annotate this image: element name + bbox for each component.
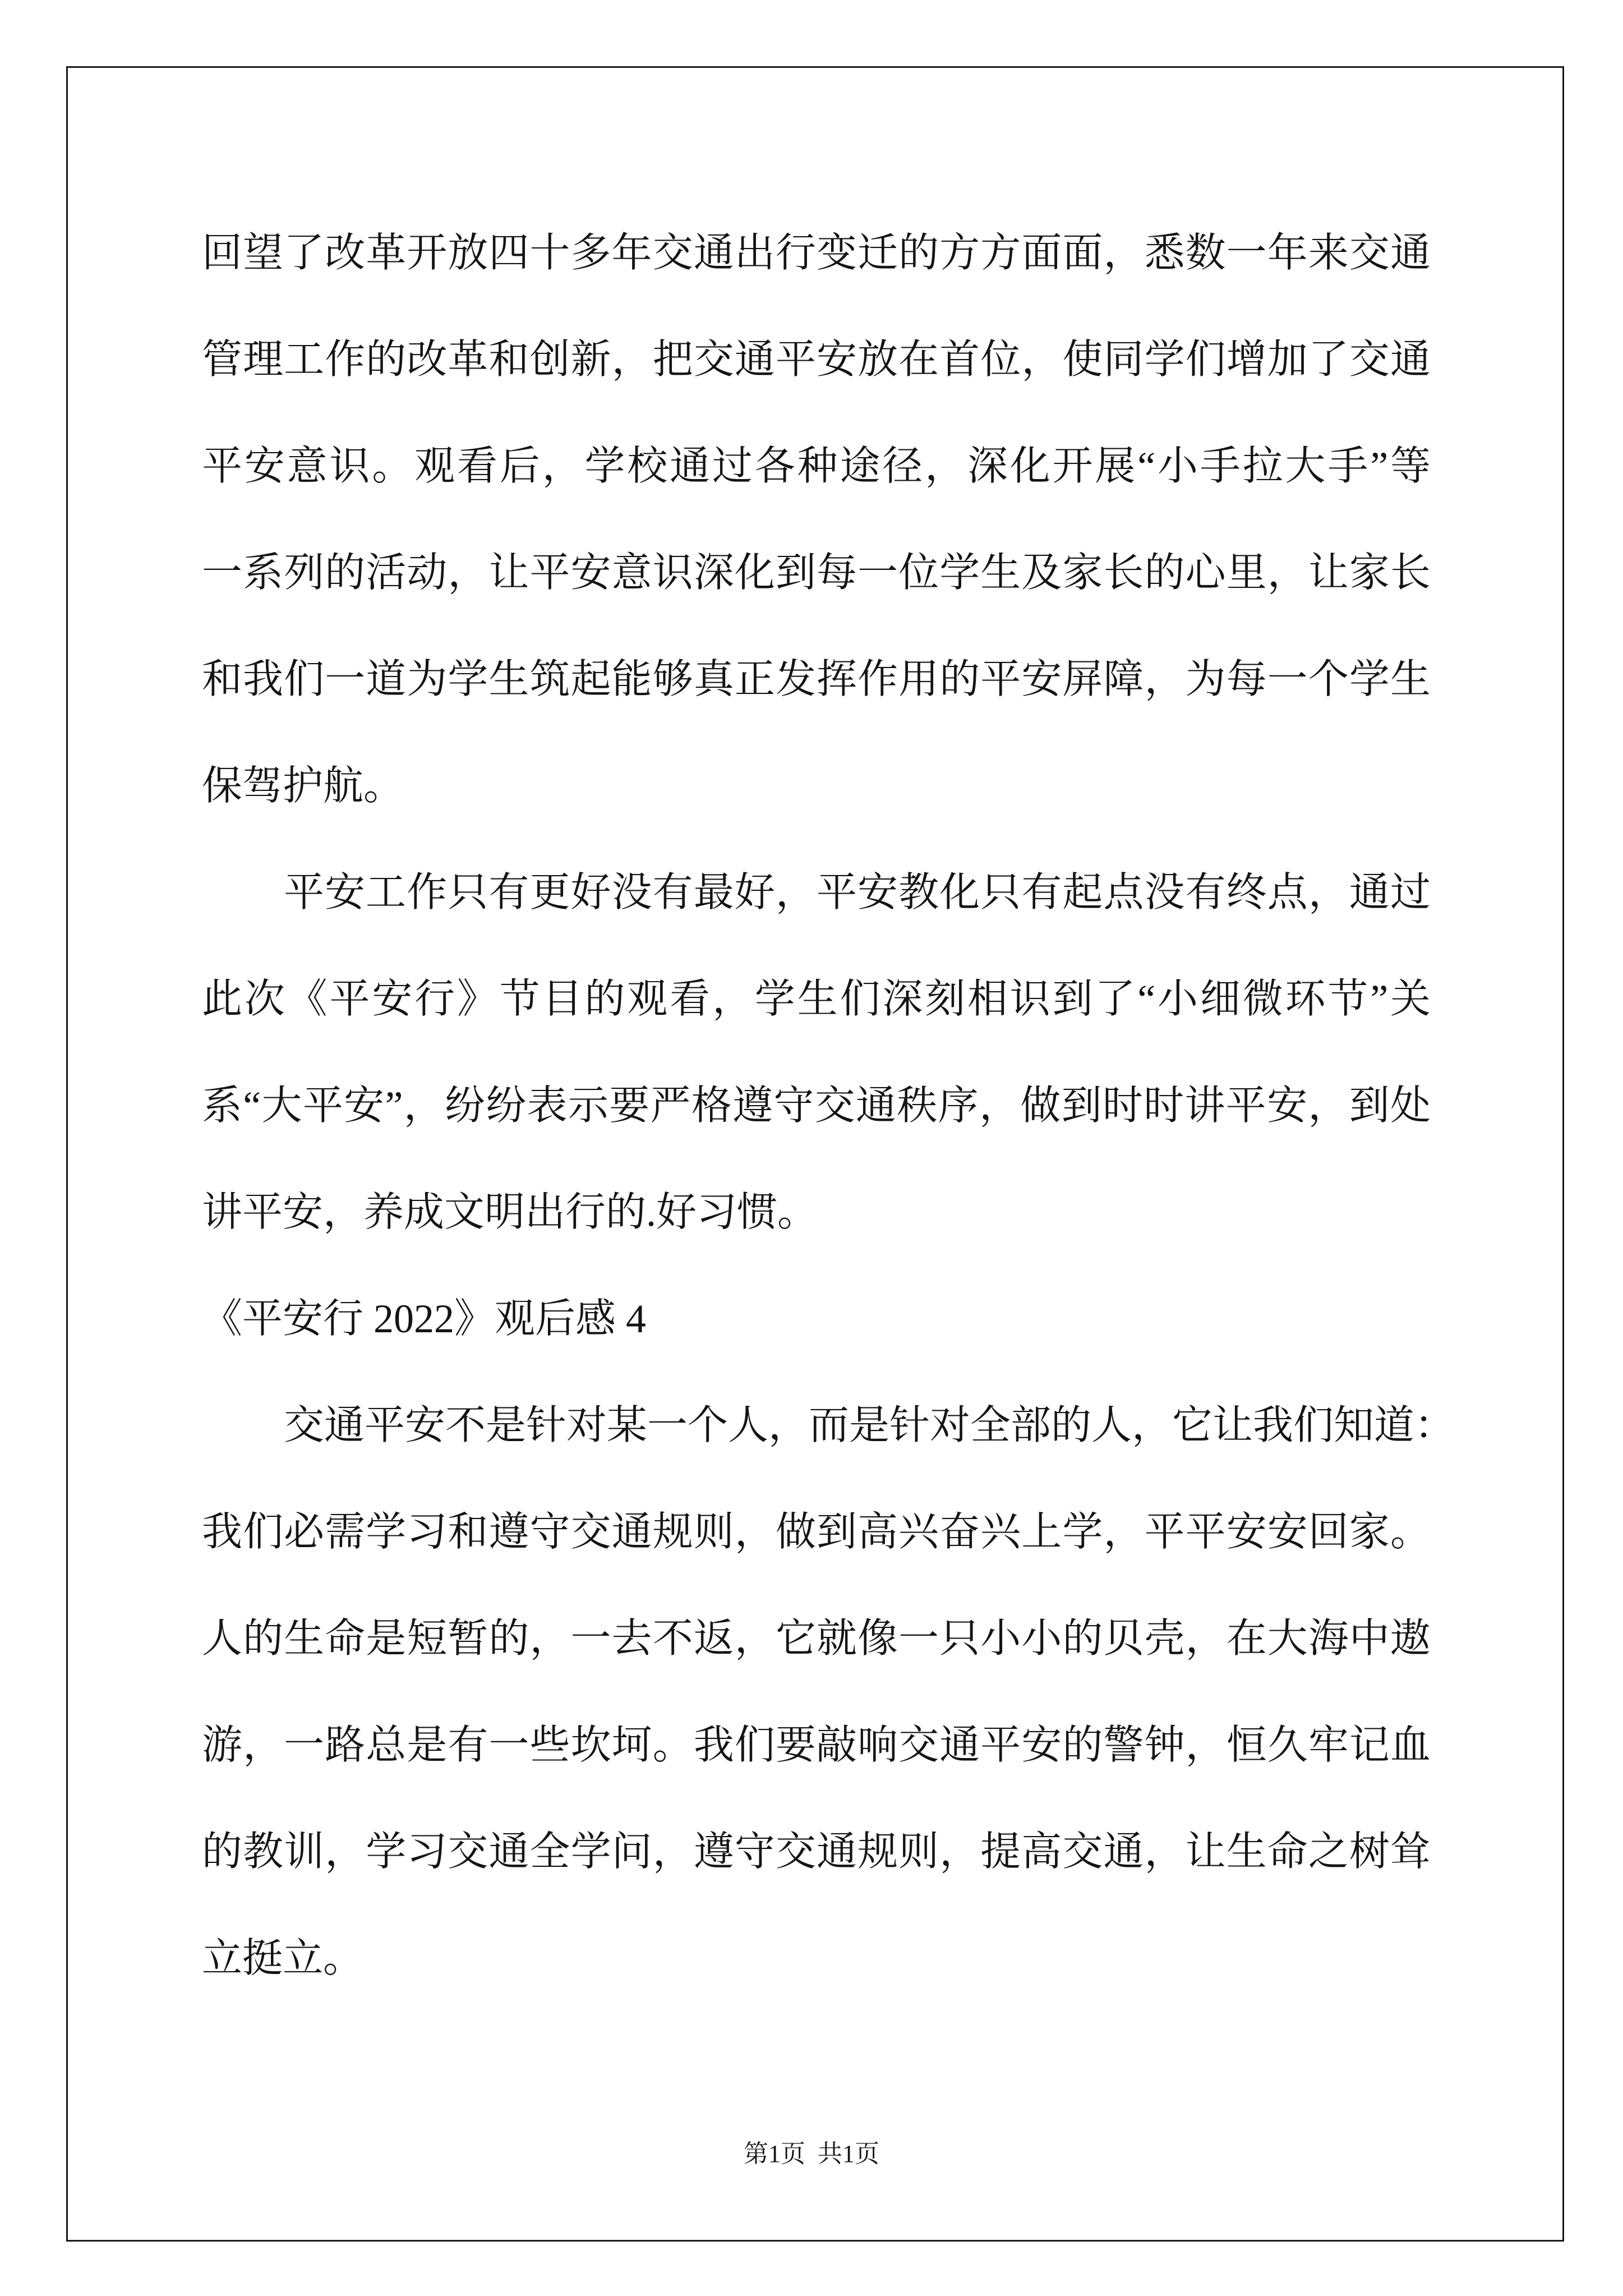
- text-line: 游，一路总是有一些坎坷。我们要敲响交通平安的警钟，恒久牢记血: [202, 1723, 1431, 1768]
- text-line: 管理工作的改革和创新，把交通平安放在首位，使同学们增加了交通: [202, 337, 1431, 382]
- paragraph: [202, 1372, 1455, 2012]
- text-line: 回望了改革开放四十多年交通出行变迁的方方面面，悉数一年来交通: [202, 231, 1431, 275]
- text-line: 讲平安，养成文明出行的.好习惯。: [202, 1190, 818, 1235]
- text-line: 的教训，学习交通全学问，遵守交通规则，提高交通，让生命之树耸: [202, 1829, 1431, 1874]
- text-line: 立挺立。: [202, 1936, 364, 1981]
- text-line: 交通平安不是针对某一个人，而是针对全部的人，它让我们知道：: [284, 1403, 1455, 1448]
- text-line: 我们必需学习和遵守交通规则，做到高兴奋兴上学，平平安安回家。: [202, 1510, 1431, 1554]
- paragraph: [202, 839, 1431, 1266]
- paragraph: [202, 200, 1431, 839]
- page-number-footer: 第1页 共1页: [744, 2140, 879, 2168]
- text-line: 一系列的活动，让平安意识深化到每一位学生及家长的心里，让家长: [202, 550, 1431, 595]
- document-body: [202, 200, 1455, 2012]
- text-line: 和我们一道为学生筑起能够真正发挥作用的平安屏障，为每一个学生: [202, 657, 1431, 702]
- text-line: 平安意识。观看后，学校通过各种途径，深化开展“小手拉大手”等: [202, 444, 1431, 489]
- text-line: 平安工作只有更好没有最好，平安教化只有起点没有终点，通过: [284, 870, 1431, 915]
- text-line: 系“大平安”，纷纷表示要严格遵守交通秩序，做到时时讲平安，到处: [202, 1083, 1431, 1128]
- section-heading: 《平安行 2022》观后感 4: [202, 1296, 647, 1341]
- text-line: 保驾护航。: [202, 763, 404, 808]
- text-line: 人的生命是短暂的，一去不返，它就像一只小小的贝壳，在大海中遨: [202, 1616, 1431, 1661]
- text-line: 此次《平安行》节目的观看，学生们深刻相识到了“小细微环节”关: [202, 977, 1431, 1022]
